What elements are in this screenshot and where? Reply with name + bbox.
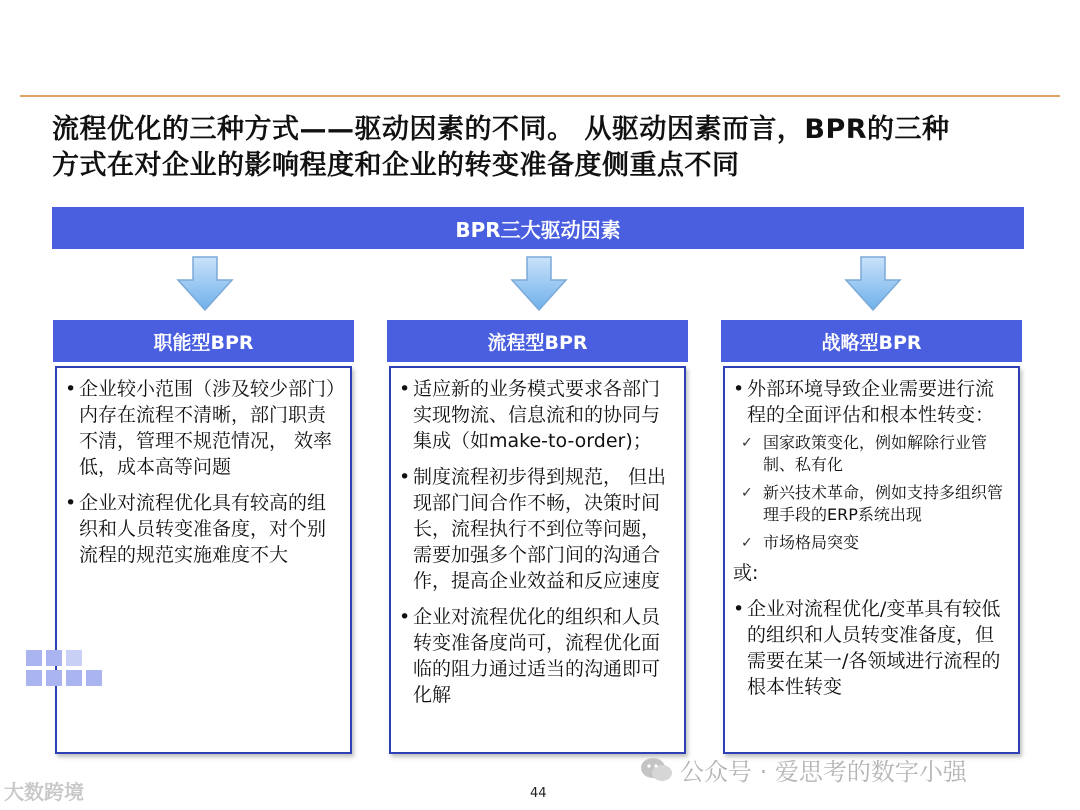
drivers-banner: BPR三大驱动因素 [52, 207, 1024, 249]
list-item: • 企业较小范围（涉及较少部门）内存在流程不清晰，部门职责不清，管理不规范情况， 效率低，成本高等问题 [65, 378, 336, 478]
checkmark-icon: ✓ [741, 535, 753, 551]
column-heading-strategic: 战略型BPR [721, 320, 1022, 362]
sub-item: ✓ 市场格局突变 [741, 533, 860, 552]
list-item: • 企业对流程优化具有较高的组织和人员转变准备度，对个别流程的规范实施难度不大 [65, 492, 327, 566]
list-item: • 企业对流程优化/变革具有较低的组织和人员转变准备度，但需要在某一/各领域进行流程的根本性转变 [733, 598, 1001, 698]
page-title [52, 112, 1042, 184]
checkmark-icon: ✓ [741, 435, 753, 451]
wechat-icon [640, 756, 674, 784]
watermark: 公众号 · 爱思考的数字小强 [640, 752, 967, 787]
column-heading-process: 流程型BPR [387, 320, 688, 362]
page-number: 44 [530, 786, 547, 801]
title-line-2: 方式在对企业的影响程度和企业的转变准备度侧重点不同 [52, 150, 740, 181]
top-divider [20, 95, 1060, 97]
down-arrow-icon [510, 256, 568, 312]
column-heading-functional: 职能型BPR [53, 320, 354, 362]
column-box-strategic [723, 366, 1020, 754]
list-item: • 制度流程初步得到规范， 但出现部门间合作不畅，决策时间长，流程执行不到位等问题，需要加强多个部门间的沟通合作，提高企业效益和反应速度 [399, 466, 667, 592]
column-box-process [389, 366, 686, 754]
checkmark-icon: ✓ [741, 485, 753, 501]
watermark-left: 大数跨境 [4, 780, 84, 804]
down-arrow-icon [844, 256, 902, 312]
title-line-1: 流程优化的三种方式——驱动因素的不同。 从驱动因素而言，BPR的三种 [52, 114, 950, 145]
or-label: 或: [733, 562, 759, 584]
column-box-functional [55, 366, 352, 754]
sub-item: ✓ 国家政策变化，例如解除行业管制、私有化 [741, 433, 988, 474]
down-arrow-icon [176, 256, 234, 312]
list-item: • 外部环境导致企业需要进行流程的全面评估和根本性转变： [733, 378, 995, 426]
sub-item: ✓ 新兴技术革命，例如支持多组织管理手段的ERP系统出现 [741, 483, 1004, 524]
list-item: • 适应新的业务模式要求各部门实现物流、信息流和的协同与集成（如make-to-order)； [399, 378, 661, 452]
list-item: • 企业对流程优化的组织和人员转变准备度尚可，流程优化面临的阻力通过适当的沟通即可化解 [399, 606, 661, 706]
